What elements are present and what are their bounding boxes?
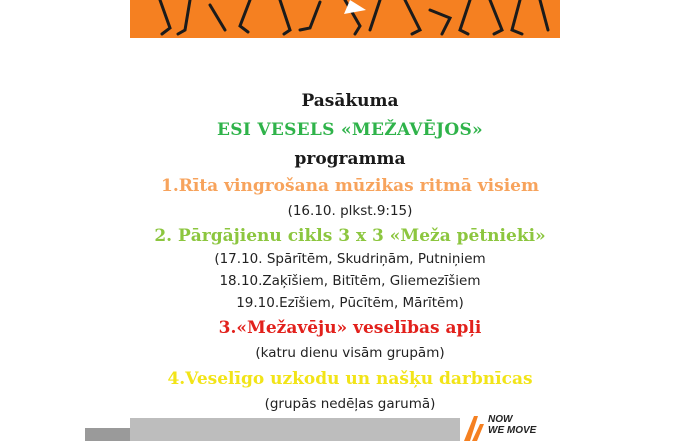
- item1-title: 1.Rīta vingrošana mūzikas ritmā visiem: [161, 176, 539, 196]
- item2-detail-line: (17.10. Spārītēm, Skudriņām, Putniņiem: [214, 251, 486, 267]
- item1-detail: (16.10. plkst.9:15): [287, 203, 413, 219]
- item3-detail: (katru dienu visām grupām): [255, 345, 445, 361]
- footer-stripe: [130, 418, 460, 441]
- now-we-move-logo-text: [488, 414, 536, 436]
- header-banner: [130, 0, 560, 38]
- running-figures-illustration: [130, 0, 560, 38]
- item3-title: 3.«Mežavēju» veselības apļi: [218, 318, 482, 338]
- item2-title: 2. Pārgājienu cikls 3 x 3 «Meža pētnieki»: [154, 226, 546, 246]
- footer-stripe-dark: [85, 428, 130, 441]
- item4-detail: (grupās nedēļas garumā): [264, 396, 436, 412]
- program-title: ESI VESELS «MEŽAVĒJOS»: [217, 120, 483, 140]
- program-heading-bottom: programma: [294, 149, 406, 169]
- program-heading-top: Pasākuma: [301, 91, 399, 111]
- logo-line-2: WE MOVE: [488, 425, 537, 436]
- item4-title: 4.Veselīgo uzkodu un našķu darbnīcas: [167, 369, 533, 389]
- item2-detail-line: 19.10.Ezīšiem, Pūcītēm, Mārītēm): [236, 295, 464, 311]
- now-we-move-logo-icon: [462, 414, 486, 441]
- item2-detail-line: 18.10.Zaķīšiem, Bitītēm, Gliemezīšiem: [219, 273, 481, 289]
- logo-line-1: NOW: [488, 414, 513, 425]
